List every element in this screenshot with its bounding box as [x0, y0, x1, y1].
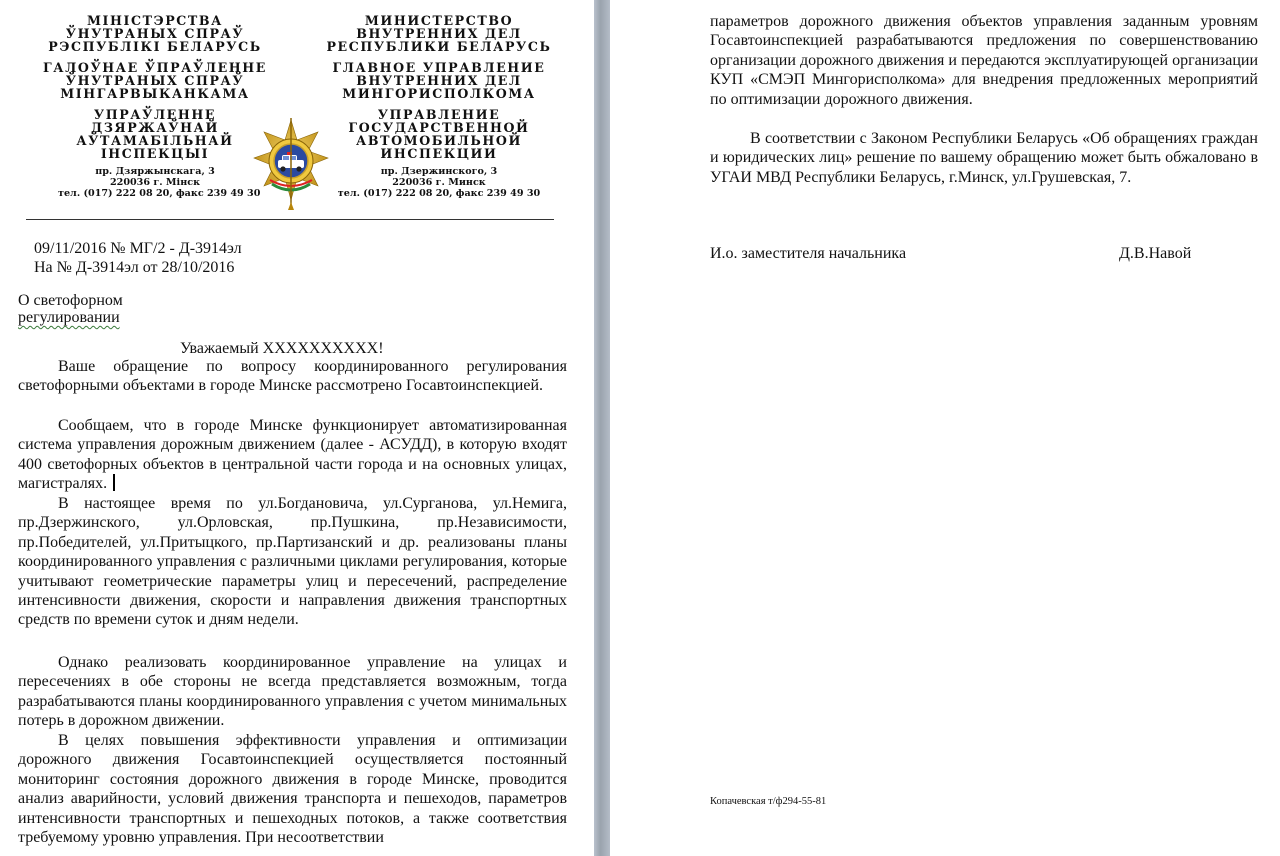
executor-contact: Копачевская т/ф294-55-81 [710, 796, 827, 807]
address-line: 220036 г. Минск [392, 177, 486, 188]
text-cursor [113, 474, 115, 491]
incoming-reference: На № Д-3914эл от 28/10/2016 [34, 259, 235, 276]
address-line: пр. Дзяржынскага, 3 [95, 166, 215, 177]
subject-line: О светофорном [18, 292, 123, 309]
phone-fax-line: тел. (017) 222 08 20, факс 239 49 30 [337, 188, 541, 199]
ministry-line: ВНУТРЕННИХ ДЕЛ [356, 26, 522, 41]
body-paragraph[interactable]: В целях повышения эффективности управления и оптимизации дорожного движения Госавтоинспекцией осуществляется постоянный мониторинг состояния дорожного движения в городе Минске, проводится анализ аварийности, условий движения транспорта и пешеходов, параметров интенсивности транспортных и пешеходных потоков, а также соответствия требуемому уровню управления. При несоответствии [18, 732, 567, 847]
letterhead-divider [26, 219, 554, 220]
department-line: УПРАВЛЕНИЕ [377, 107, 501, 122]
signature-name: Д.В.Навой [1119, 245, 1192, 262]
department-line: ДЗЯРЖАЎНАЙ [91, 120, 219, 135]
letterhead-russian [318, 14, 560, 199]
ministry-line: МІНІСТЭРСТВА [87, 13, 223, 28]
directorate-line: ЎНУТРАНЫХ СПРАЎ [65, 73, 245, 88]
body-paragraph[interactable]: В соответствии с Законом Республики Беларусь «Об обращениях граждан и юридических лиц» решение по вашему обращению может быть обжаловано в УГАИ МВД Республики Беларусь, г.Минск, ул.Грушевская, 7. [710, 130, 1258, 186]
ministry-line: РЭСПУБЛІКІ БЕЛАРУСЬ [48, 39, 262, 54]
address-line: 220036 г. Мінск [109, 177, 200, 188]
outgoing-reference: 09/11/2016 № МГ/2 - Д-3914эл [34, 240, 242, 257]
address-line: пр. Дзержинского, 3 [380, 166, 498, 177]
department-line: ГОСУДАРСТВЕННОЙ [348, 120, 530, 135]
ministry-line: ЎНУТРАНЫХ СПРАЎ [65, 26, 245, 41]
document-page-2 [610, 0, 1280, 856]
ministry-line: МИНИСТЕРСТВО [364, 13, 514, 28]
directorate-line: ГАЛОЎНАЕ ЎПРАЎЛЕННЕ [42, 60, 267, 75]
subject-line: регулировании [18, 309, 120, 326]
body-paragraph[interactable]: В настоящее время по ул.Богдановича, ул.Сурганова, ул.Немига, пр.Дзержинского, ул.Орловская, пр.Пушкина, пр.Независимости, пр.Победителей, ул.Притыцкого, пр.Партизанский и др. реализованы планы координированного управления с различными циклами регулирования, которые учитывают геометрические параметры улиц и пересечений, распределение интенсивности движения, скорости и направления движения транспортных средств по времени суток и дням недели. [18, 495, 567, 629]
directorate-line: МІНГАРВЫКАНКАМА [60, 86, 250, 101]
department-line: АЎТАМАБІЛЬНАЙ [76, 133, 234, 148]
body-paragraph[interactable]: Ваше обращение по вопросу координированного регулирования светофорными объектами в городе Минске рассмотрено Госавтоинспекцией. [18, 358, 567, 395]
directorate-line: ВНУТРЕННИХ ДЕЛ [356, 73, 522, 88]
page-separator [594, 0, 610, 856]
document-page-1 [0, 0, 594, 856]
department-line: АВТОМОБИЛЬНОЙ [356, 133, 522, 148]
department-line: ИНСПЕКЦИИ [380, 146, 498, 161]
phone-fax-line: тел. (017) 222 08 20, факс 239 49 30 [58, 188, 261, 199]
directorate-line: ГЛАВНОЕ УПРАВЛЕНИЕ [332, 60, 546, 75]
salutation: Уважаемый ХХХХХХХХХХ! [180, 340, 384, 357]
body-paragraph-text: Сообщаем, что в городе Минске функционирует автоматизированная система управления дорожным движением (далее - АСУДД), в которую входят 400 светофорных объектов в центральной части города и на основных улицах, магистралях. [18, 417, 567, 493]
signature-position: И.о. заместителя начальника [710, 245, 907, 262]
department-line: УПРАЎЛЕННЕ [93, 107, 217, 122]
body-paragraph[interactable] [18, 416, 567, 494]
directorate-line: МИНГОРИСПОЛКОМА [342, 86, 536, 101]
ministry-line: РЕСПУБЛИКИ БЕЛАРУСЬ [326, 39, 552, 54]
body-paragraph[interactable]: Однако реализовать координированное управление на улицах и пересечениях в обе стороны не всегда представляется возможным, тогда разрабатываются планы координированного управления с учетом минимальных потерь в дорожном движении. [18, 654, 567, 730]
letterhead-belarusian [18, 14, 292, 199]
department-line: ІНСПЕКЦЫІ [100, 146, 210, 161]
body-paragraph[interactable]: параметров дорожного движения объектов управления заданным уровням Госавтоинспекцией разрабатываются предложения по совершенствованию организации дорожного движения и передаются эксплуатирующей организации КУП «СМЭП Мингорисполкома» для внедрения предложенных мероприятий по оптимизации дорожного движения. [710, 13, 1258, 108]
